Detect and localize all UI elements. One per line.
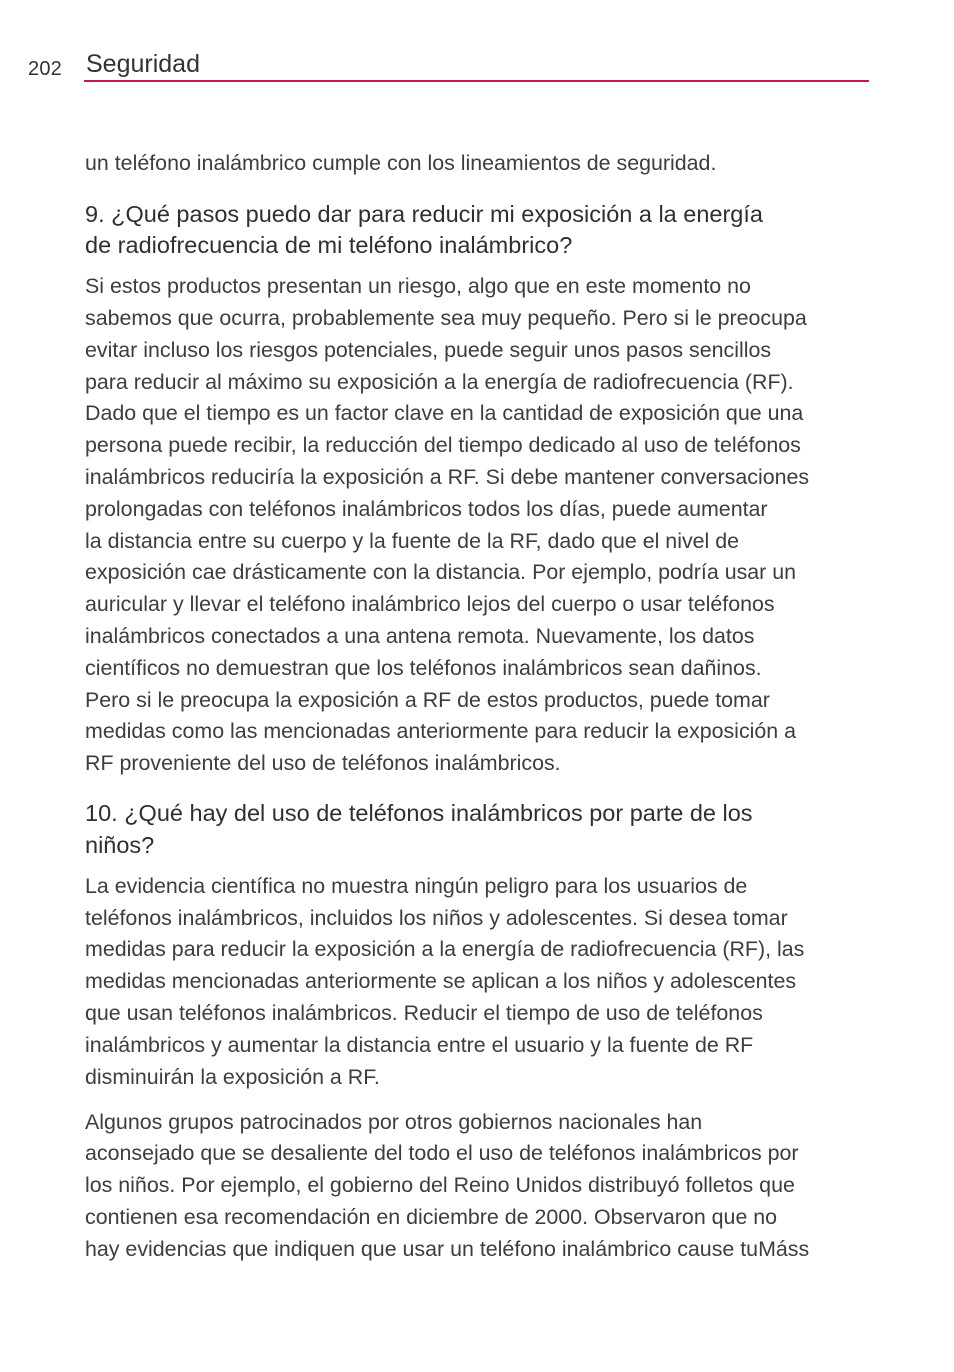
intro-line: un teléfono inalámbrico cumple con los lineamientos de seguridad.	[85, 151, 717, 175]
page-number: 202	[28, 58, 62, 80]
q9-body-line: Pero si le preocupa la exposición a RF de estos productos, puede tomar	[85, 688, 770, 712]
q9-body-line: sabemos que ocurra, probablemente sea muy pequeño. Pero si le preocupa	[85, 306, 807, 330]
section-title: Seguridad	[86, 50, 200, 78]
q9-heading-line: 9. ¿Qué pasos puedo dar para reducir mi exposición a la energía	[85, 201, 763, 227]
q10-body-line: medidas mencionadas anteriormente se aplican a los niños y adolescentes	[85, 969, 797, 993]
q10-body-line: medidas para reducir la exposición a la energía de radiofrecuencia (RF), las	[85, 937, 805, 961]
q9-body-line: exposición cae drásticamente con la distancia. Por ejemplo, podría usar un	[85, 560, 797, 584]
q10-body2-line: Algunos grupos patrocinados por otros gobiernos nacionales han	[85, 1110, 703, 1134]
q10-body2-line: contienen esa recomendación en diciembre de 2000. Observaron que no	[85, 1205, 778, 1229]
q10-body-line: disminuirán la exposición a RF.	[85, 1065, 380, 1089]
q9-body-line: inalámbricos conectados a una antena remota. Nuevamente, los datos	[85, 624, 755, 648]
q10-body2-line: los niños. Por ejemplo, el gobierno del Reino Unidos distribuyó folletos que	[85, 1173, 795, 1197]
header-divider	[84, 80, 869, 82]
q10-body-line: inalámbricos y aumentar la distancia entre el usuario y la fuente de RF	[85, 1033, 754, 1057]
q10-body-line: La evidencia científica no muestra ningún peligro para los usuarios de	[85, 874, 748, 898]
q10-heading-line: niños?	[85, 832, 155, 858]
q9-body-line: medidas como las mencionadas anteriormente para reducir la exposición a	[85, 719, 797, 743]
q10-body2-line: hay evidencias que indiquen que usar un teléfono inalámbrico cause tuMáss	[85, 1237, 810, 1261]
q9-body-line: científicos no demuestran que los teléfonos inalámbricos sean dañinos.	[85, 656, 762, 680]
q9-heading-line: de radiofrecuencia de mi teléfono inalámbrico?	[85, 232, 573, 258]
q9-body-line: Si estos productos presentan un riesgo, algo que en este momento no	[85, 274, 751, 298]
q10-body2-line: aconsejado que se desaliente del todo el uso de teléfonos inalámbricos por	[85, 1141, 799, 1165]
q9-body-line: la distancia entre su cuerpo y la fuente de la RF, dado que el nivel de	[85, 529, 740, 553]
q9-body-line: RF proveniente del uso de teléfonos inalámbricos.	[85, 751, 561, 775]
q9-body-line: prolongadas con teléfonos inalámbricos todos los días, puede aumentar	[85, 497, 768, 521]
q10-heading-line: 10. ¿Qué hay del uso de teléfonos inalámbricos por parte de los	[85, 800, 753, 826]
q9-body-line: para reducir al máximo su exposición a la energía de radiofrecuencia (RF).	[85, 370, 794, 394]
q9-body-line: auricular y llevar el teléfono inalámbrico lejos del cuerpo o usar teléfonos	[85, 592, 775, 616]
q9-body-line: Dado que el tiempo es un factor clave en la cantidad de exposición que una	[85, 401, 804, 425]
q9-body-line: evitar incluso los riesgos potenciales, puede seguir unos pasos sencillos	[85, 338, 772, 362]
q10-body-line: que usan teléfonos inalámbricos. Reducir el tiempo de uso de teléfonos	[85, 1001, 763, 1025]
q9-body-line: inalámbricos reduciría la exposición a RF. Si debe mantener conversaciones	[85, 465, 810, 489]
q10-body-line: teléfonos inalámbricos, incluidos los niños y adolescentes. Si desea tomar	[85, 906, 788, 930]
q9-body-line: persona puede recibir, la reducción del tiempo dedicado al uso de teléfonos	[85, 433, 801, 457]
